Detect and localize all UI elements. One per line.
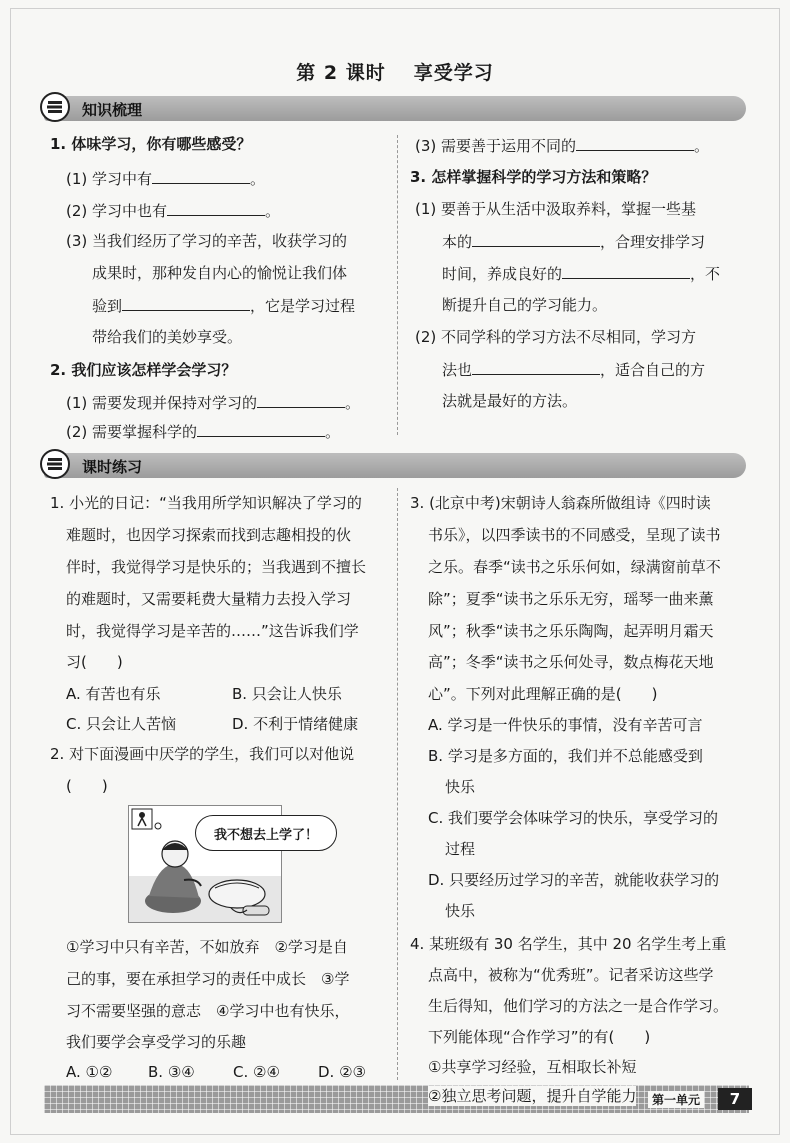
k-q3-b2: 法也 ，适合自己的方 [442, 361, 706, 379]
p-q3-line: 3. (北京中考)宋朝诗人翁森所做组诗《四时读 [410, 494, 711, 512]
k-q3-a4: 断提升自己的学习能力。 [442, 296, 608, 314]
p-q3-option-c[interactable]: C. 我们要学会体味学习的快乐，享受学习的 [428, 809, 719, 827]
k-q1-c4: 带给我们的美妙享受。 [92, 328, 243, 346]
lesson-number: 第 2 课时 [296, 62, 386, 84]
k-q3-a3: 时间，养成良好的 ，不 [442, 265, 721, 283]
p-q1-line: 难题时，也因学习探索而找到志趣相投的伙 [66, 526, 352, 544]
p-q2-option-c[interactable]: C. ②④ [233, 1063, 280, 1081]
p-q1-line: 伴时，我觉得学习是快乐的；当我遇到不擅长 [66, 558, 367, 576]
p-q1-line: 时，我觉得学习是辛苦的……”这告诉我们学 [66, 622, 359, 640]
answer-blank[interactable] [562, 263, 690, 279]
p-q2-option-d[interactable]: D. ②③ [318, 1063, 366, 1081]
p-q3-option-d-cont: 快乐 [445, 902, 476, 920]
page-number: 7 [718, 1088, 752, 1110]
lesson-name: 享受学习 [413, 62, 494, 84]
k-q1-stem: 1. 体味学习，你有哪些感受？ [50, 135, 252, 153]
p-q2-statement: 己的事，要在承担学习的责任中成长 ③学 [66, 970, 350, 988]
p-q4-line: 下列能体现“合作学习”的有( ) [428, 1028, 651, 1046]
answer-blank[interactable] [472, 359, 600, 375]
column-divider [397, 488, 398, 1080]
k-q1-a: (1) 学习中有 。 [66, 170, 266, 188]
k-q2-c: (3) 需要善于运用不同的 。 [415, 137, 710, 155]
footer-grid-band [44, 1085, 749, 1113]
k-q2-stem: 2. 我们应该怎样学会学习？ [50, 361, 237, 379]
p-q1-line: 的难题时，又需要耗费大量精力去投入学习 [66, 590, 352, 608]
p-q2-option-a[interactable]: A. ①② [66, 1063, 113, 1081]
p-q3-option-c-cont: 过程 [445, 840, 476, 858]
p-q3-option-a[interactable]: A. 学习是一件快乐的事情，没有辛苦可言 [428, 716, 703, 734]
k-q3-a2: 本的 ，合理安排学习 [442, 233, 706, 251]
section-bar-practice [44, 453, 746, 478]
k-q2-a: (1) 需要发现并保持对学习的 。 [66, 394, 361, 412]
answer-blank[interactable] [167, 200, 265, 216]
p-q2-statement: 习不需要坚强的意志 ④学习中也有快乐， [66, 1002, 350, 1020]
k-q3-b3: 法就是最好的方法。 [442, 392, 578, 410]
answer-blank[interactable] [122, 295, 250, 311]
book-stack-icon [40, 449, 70, 479]
answer-blank[interactable] [576, 135, 694, 151]
p-q1-line: 习( ) [66, 653, 123, 671]
section-title-practice: 课时练习 [82, 458, 143, 476]
p-q2-line1: 2. 对下面漫画中厌学的学生，我们可以对他说 [50, 745, 355, 763]
p-q4-statement: ①共享学习经验，互相取长补短 [428, 1058, 637, 1076]
p-q4-line: 生后得知，他们学习的方法之一是合作学习。 [428, 997, 729, 1015]
k-q3-a1: (1) 要善于从生活中汲取养料，掌握一些基 [415, 200, 697, 218]
p-q1-option-b[interactable]: B. 只会让人快乐 [232, 685, 342, 703]
p-q2-statement: ①学习中只有辛苦，不如放弃 ②学习是自 [66, 938, 348, 956]
answer-blank[interactable] [152, 168, 250, 184]
p-q4-statement: ②独立思考问题，提升自学能力 [428, 1087, 637, 1105]
p-q4-line: 点高中，被称为“优秀班”。记者采访这些学 [428, 966, 714, 984]
p-q1-option-c[interactable]: C. 只会让人苦恼 [66, 715, 177, 733]
p-q3-line: 之乐。春季“读书之乐乐何如，绿满窗前草不 [428, 558, 721, 576]
section-bar-knowledge [44, 96, 746, 121]
k-q3-stem: 3. 怎样掌握科学的学习方法和策略？ [410, 168, 657, 186]
p-q2-option-b[interactable]: B. ③④ [148, 1063, 195, 1081]
p-q1-option-a[interactable]: A. 有苦也有乐 [66, 685, 161, 703]
p-q2-line2: ( ) [66, 777, 108, 795]
k-q1-c3: 验到 ，它是学习过程 [92, 297, 356, 315]
p-q3-line: 心”。下列对此理解正确的是( ) [428, 685, 658, 703]
k-q1-c1: (3) 当我们经历了学习的辛苦，收获学习的 [66, 232, 348, 250]
k-q2-b: (2) 需要掌握科学的 。 [66, 423, 341, 441]
column-divider [397, 135, 398, 435]
unit-label: 第一单元 [648, 1091, 704, 1108]
answer-blank[interactable] [197, 421, 325, 437]
p-q2-statement: 我们要学会享受学习的乐趣 [66, 1033, 247, 1051]
p-q3-line: 风”；秋季“读书之乐乐陶陶，起弄明月霜天 [428, 622, 714, 640]
k-q1-c2: 成果时，那种发自内心的愉悦让我们体 [92, 264, 348, 282]
p-q3-line: 书乐》，以四季读书的不同感受，呈现了读书 [428, 526, 721, 544]
p-q3-option-d[interactable]: D. 只要经历过学习的辛苦，就能收获学习的 [428, 871, 720, 889]
p-q3-line: 除”；夏季“读书之乐乐无穷，瑶琴一曲来薰 [428, 590, 714, 608]
p-q1-line: 1. 小光的日记：“当我用所学知识解决了学习的 [50, 494, 362, 512]
p-q3-line: 高”；冬季“读书之乐何处寻，数点梅花天地 [428, 653, 714, 671]
k-q3-b1: (2) 不同学科的学习方法不尽相同，学习方 [415, 328, 697, 346]
page-title [0, 58, 790, 85]
p-q4-line: 4. 某班级有 30 名学生，其中 20 名学生考上重 [410, 935, 727, 953]
k-q1-b: (2) 学习中也有 。 [66, 202, 281, 220]
p-q1-option-d[interactable]: D. 不利于情绪健康 [232, 715, 359, 733]
p-q3-option-b-cont: 快乐 [445, 778, 476, 796]
book-stack-icon [40, 92, 70, 122]
section-title-knowledge: 知识梳理 [82, 101, 143, 119]
p-q3-option-b[interactable]: B. 学习是多方面的，我们并不总能感受到 [428, 747, 703, 765]
answer-blank[interactable] [257, 392, 345, 408]
answer-blank[interactable] [472, 231, 600, 247]
speech-bubble: 我不想去上学了！ [195, 815, 337, 851]
